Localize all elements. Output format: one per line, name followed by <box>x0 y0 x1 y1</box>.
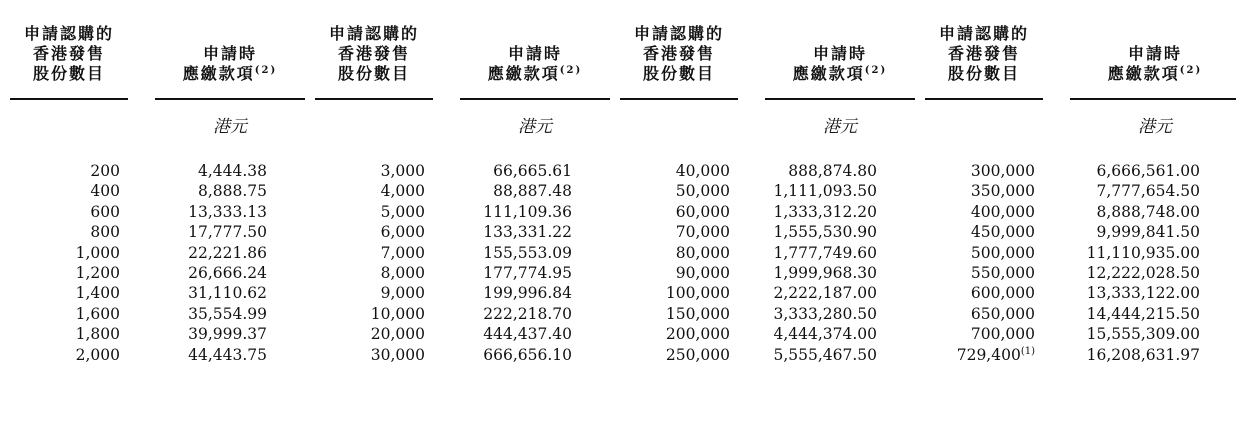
shares-value: 5,000 <box>380 202 425 221</box>
table-row <box>925 283 1225 303</box>
shares-cell <box>10 181 120 201</box>
table-row <box>315 283 615 303</box>
shares-cell <box>925 304 1035 324</box>
amount-cell: 88,887.48 <box>493 182 572 201</box>
shares-header <box>620 24 738 84</box>
table-row <box>315 324 615 344</box>
shares-value: 70,000 <box>675 223 730 242</box>
table-row <box>315 304 615 324</box>
shares-value: 3,000 <box>380 162 425 180</box>
amount-header-line: 應繳款項 <box>1107 64 1180 83</box>
shares-cell <box>620 324 730 344</box>
table-row <box>315 345 615 365</box>
table-row <box>10 243 310 263</box>
amount-cell: 35,554.99 <box>188 304 267 323</box>
table-row <box>925 181 1225 201</box>
shares-cell <box>925 324 1035 344</box>
amount-header-line: 申請時 <box>202 44 257 63</box>
amount-header <box>155 44 305 84</box>
shares-cell <box>925 202 1035 222</box>
shares-value: 400 <box>90 182 120 201</box>
shares-cell <box>925 161 1035 181</box>
table-row <box>925 202 1225 222</box>
shares-cell <box>315 243 425 263</box>
amount-cell: 199,996.84 <box>483 284 572 303</box>
shares-value: 40,000 <box>675 162 730 180</box>
shares-value: 400,000 <box>970 202 1035 221</box>
amount-cell: 111,109.36 <box>483 202 572 221</box>
table-row <box>925 222 1225 242</box>
currency-unit: 港元 <box>213 117 247 137</box>
table-row <box>620 283 920 303</box>
shares-header-line: 香港發售 <box>642 44 715 63</box>
amount-cell: 1,777,749.60 <box>773 243 877 262</box>
shares-value: 9,000 <box>380 284 425 303</box>
shares-cell <box>925 345 1035 365</box>
table-row <box>925 161 1225 181</box>
amount-cell: 14,444,215.50 <box>1086 304 1200 323</box>
amount-header-line-wrap <box>155 64 305 84</box>
table-row <box>10 324 310 344</box>
shares-cell <box>10 263 120 283</box>
shares-cell <box>620 202 730 222</box>
table-row <box>620 181 920 201</box>
shares-cell <box>620 345 730 365</box>
shares-value: 100,000 <box>665 284 730 303</box>
amount-cell: 13,333.13 <box>188 202 267 221</box>
shares-cell <box>620 304 730 324</box>
shares-cell <box>315 263 425 283</box>
shares-value: 1,600 <box>75 304 120 323</box>
amount-cell: 66,665.61 <box>493 162 572 180</box>
table-row <box>10 283 310 303</box>
shares-cell <box>315 304 425 324</box>
shares-value: 150,000 <box>665 304 730 323</box>
currency-unit: 港元 <box>1138 117 1172 137</box>
amount-cell: 155,553.09 <box>483 243 572 262</box>
header-rule-shares <box>10 98 128 100</box>
amount-cell: 17,777.50 <box>188 223 267 242</box>
header-rule-amount <box>1070 98 1236 100</box>
shares-value: 729,400 <box>956 345 1021 364</box>
shares-value: 30,000 <box>370 345 425 364</box>
shares-cell <box>315 345 425 365</box>
shares-value: 650,000 <box>970 304 1035 323</box>
table-row <box>620 304 920 324</box>
shares-value: 10,000 <box>370 304 425 323</box>
shares-cell <box>10 345 120 365</box>
shares-value: 600,000 <box>970 284 1035 303</box>
amount-cell: 1,555,530.90 <box>773 223 877 242</box>
header-rule-shares <box>620 98 738 100</box>
header-rule-shares <box>315 98 433 100</box>
shares-cell <box>315 324 425 344</box>
shares-value: 6,000 <box>380 223 425 242</box>
table-row <box>620 324 920 344</box>
shares-header-line: 香港發售 <box>337 44 410 63</box>
shares-cell <box>315 283 425 303</box>
amount-footnote-marker: (2) <box>864 65 888 76</box>
shares-value: 1,000 <box>75 243 120 262</box>
amount-cell: 444,437.40 <box>483 325 572 344</box>
amount-cell: 1,111,093.50 <box>773 182 877 201</box>
amount-header-line-wrap <box>460 64 610 84</box>
shares-value: 350,000 <box>970 182 1035 201</box>
shares-cell <box>925 283 1035 303</box>
amount-cell: 177,774.95 <box>483 263 572 282</box>
amount-header <box>460 44 610 84</box>
shares-header-line: 股份數目 <box>947 64 1020 83</box>
shares-value: 800 <box>90 223 120 242</box>
amount-header-line: 應繳款項 <box>182 64 255 83</box>
shares-value: 500,000 <box>970 243 1035 262</box>
shares-header-line: 申請認購的 <box>938 24 1029 43</box>
table-row <box>10 161 310 181</box>
table-row <box>10 263 310 283</box>
amount-cell: 666,656.10 <box>483 345 572 364</box>
shares-value: 1,200 <box>75 263 120 282</box>
shares-value: 700,000 <box>970 325 1035 344</box>
shares-value: 50,000 <box>675 182 730 201</box>
amount-header-line: 應繳款項 <box>487 64 560 83</box>
shares-value: 60,000 <box>675 202 730 221</box>
amount-cell: 7,777,654.50 <box>1096 182 1200 201</box>
table-row <box>925 324 1225 344</box>
amount-cell: 4,444.38 <box>197 162 267 180</box>
amount-cell: 8,888.75 <box>197 182 267 201</box>
header-rule-amount <box>765 98 915 100</box>
shares-cell <box>620 181 730 201</box>
shares-cell <box>10 324 120 344</box>
shares-value: 7,000 <box>380 243 425 262</box>
amount-footnote-marker: (2) <box>254 65 278 76</box>
table-rows <box>620 161 920 365</box>
table-row <box>925 263 1225 283</box>
shares-header-line: 股份數目 <box>642 64 715 83</box>
table-row <box>10 345 310 365</box>
amount-cell: 9,999,841.50 <box>1096 223 1200 242</box>
shares-value: 90,000 <box>675 263 730 282</box>
table-row <box>10 202 310 222</box>
shares-value: 1,800 <box>75 325 120 344</box>
shares-cell <box>10 161 120 181</box>
shares-cell <box>315 202 425 222</box>
shares-header-line: 申請認購的 <box>328 24 419 43</box>
amount-footnote-marker: (2) <box>559 65 583 76</box>
table-row <box>315 161 615 181</box>
shares-header-line: 香港發售 <box>32 44 105 63</box>
table-row <box>620 345 920 365</box>
shares-header <box>10 24 128 84</box>
shares-cell <box>925 222 1035 242</box>
amount-header <box>1070 44 1236 84</box>
table-row <box>315 222 615 242</box>
shares-cell <box>925 263 1035 283</box>
amount-cell: 6,666,561.00 <box>1096 162 1200 180</box>
amount-cell: 12,222,028.50 <box>1086 263 1200 282</box>
shares-header-line: 申請認購的 <box>633 24 724 43</box>
shares-value: 1,400 <box>75 284 120 303</box>
amount-cell: 222,218.70 <box>483 304 572 323</box>
amount-cell: 13,333,122.00 <box>1086 284 1200 303</box>
shares-cell <box>620 161 730 181</box>
amount-cell: 4,444,374.00 <box>773 325 877 344</box>
shares-value: 4,000 <box>380 182 425 201</box>
shares-cell <box>10 243 120 263</box>
amount-header-line-wrap <box>765 64 915 84</box>
amount-cell: 3,333,280.50 <box>773 304 877 323</box>
shares-cell <box>315 222 425 242</box>
shares-header-line: 申請認購的 <box>23 24 114 43</box>
shares-cell <box>315 181 425 201</box>
amount-header-line: 申請時 <box>507 44 562 63</box>
shares-value: 450,000 <box>970 223 1035 242</box>
header-rule-amount <box>155 98 305 100</box>
amount-cell: 133,331.22 <box>483 223 572 242</box>
shares-cell <box>620 222 730 242</box>
amount-cell: 16,208,631.97 <box>1086 345 1200 364</box>
amount-cell: 39,999.37 <box>188 325 267 344</box>
amount-cell: 1,333,312.20 <box>773 202 877 221</box>
table-rows <box>315 161 615 365</box>
shares-value: 250,000 <box>665 345 730 364</box>
amount-cell: 2,222,187.00 <box>773 284 877 303</box>
shares-cell <box>10 283 120 303</box>
amount-header-line: 申請時 <box>1127 44 1182 63</box>
shares-header <box>925 24 1043 84</box>
amount-cell: 5,555,467.50 <box>773 345 877 364</box>
shares-value: 2,000 <box>75 345 120 364</box>
shares-header <box>315 24 433 84</box>
amount-cell: 11,110,935.00 <box>1086 243 1200 262</box>
table-row <box>620 222 920 242</box>
shares-cell <box>925 181 1035 201</box>
amount-header-line-wrap <box>1070 64 1236 84</box>
amount-cell: 8,888,748.00 <box>1096 202 1200 221</box>
table-row <box>925 345 1225 365</box>
header-rule-amount <box>460 98 610 100</box>
table-row <box>925 304 1225 324</box>
shares-value: 200 <box>90 162 120 180</box>
shares-header-line: 股份數目 <box>32 64 105 83</box>
table-row <box>315 243 615 263</box>
table-row <box>10 304 310 324</box>
shares-value: 300,000 <box>970 162 1035 180</box>
amount-footnote-marker: (2) <box>1179 65 1203 76</box>
shares-footnote-marker: (1) <box>1020 345 1035 357</box>
shares-cell <box>315 161 425 181</box>
shares-cell <box>10 304 120 324</box>
table-row <box>315 263 615 283</box>
amount-cell: 15,555,309.00 <box>1086 325 1200 344</box>
shares-cell <box>620 283 730 303</box>
amount-cell: 44,443.75 <box>188 345 267 364</box>
shares-value: 550,000 <box>970 263 1035 282</box>
table-rows <box>10 161 310 365</box>
amount-header-line: 應繳款項 <box>792 64 865 83</box>
table-rows <box>925 161 1225 365</box>
table-row <box>315 181 615 201</box>
shares-value: 80,000 <box>675 243 730 262</box>
amount-header-line: 申請時 <box>812 44 867 63</box>
currency-unit: 港元 <box>823 117 857 137</box>
header-rule-shares <box>925 98 1043 100</box>
table-row <box>620 161 920 181</box>
amount-cell: 31,110.62 <box>188 284 267 303</box>
currency-unit: 港元 <box>518 117 552 137</box>
table-row <box>315 202 615 222</box>
table-row <box>925 243 1225 263</box>
shares-header-line: 香港發售 <box>947 44 1020 63</box>
shares-value: 200,000 <box>665 325 730 344</box>
shares-header-line: 股份數目 <box>337 64 410 83</box>
shares-value: 600 <box>90 202 120 221</box>
table-row <box>620 202 920 222</box>
shares-cell <box>10 202 120 222</box>
shares-value: 20,000 <box>370 325 425 344</box>
amount-cell: 26,666.24 <box>188 263 267 282</box>
amount-header <box>765 44 915 84</box>
shares-cell <box>620 263 730 283</box>
shares-cell <box>10 222 120 242</box>
shares-value: 8,000 <box>380 263 425 282</box>
table-row <box>620 243 920 263</box>
shares-cell <box>925 243 1035 263</box>
table-row <box>10 181 310 201</box>
table-row <box>620 263 920 283</box>
amount-cell: 22,221.86 <box>188 243 267 262</box>
amount-cell: 888,874.80 <box>788 162 877 180</box>
table-row <box>10 222 310 242</box>
amount-cell: 1,999,968.30 <box>773 263 877 282</box>
shares-cell <box>620 243 730 263</box>
